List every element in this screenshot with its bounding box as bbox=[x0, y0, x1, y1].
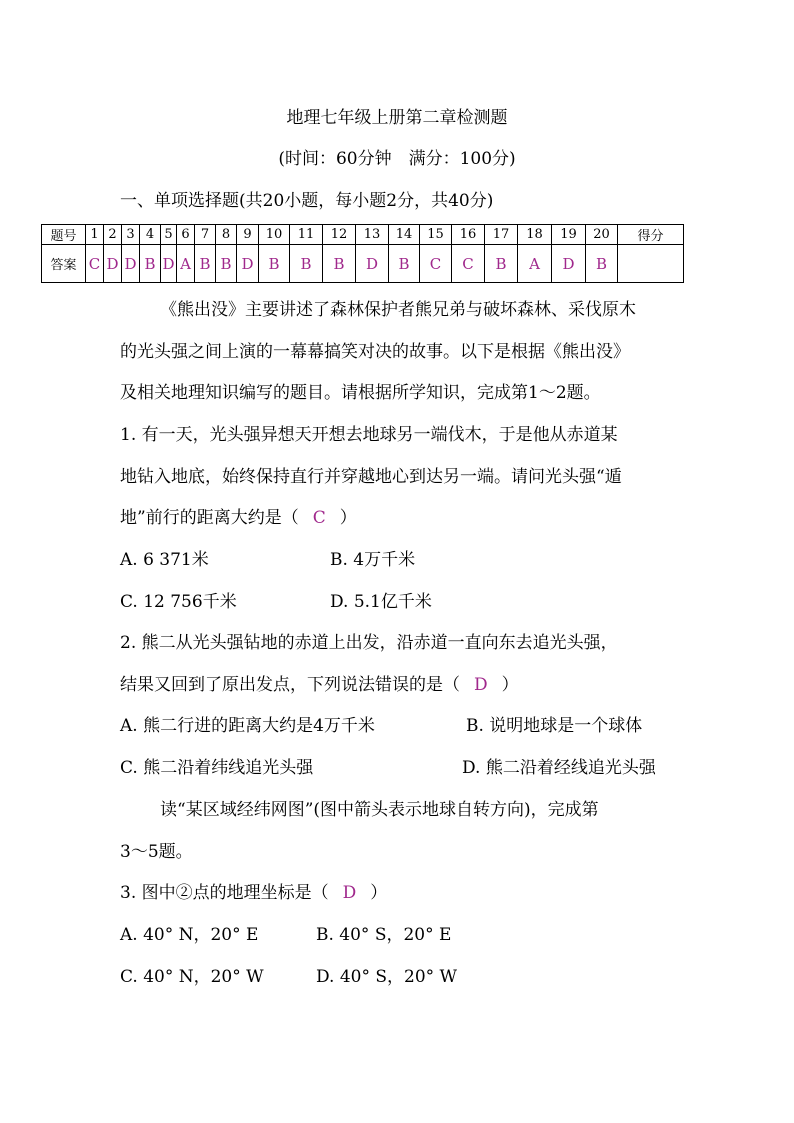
answer-cell: B bbox=[140, 245, 161, 283]
answer-table-header-row bbox=[42, 225, 684, 245]
answer-cell: C bbox=[86, 245, 104, 283]
q-number: 17 bbox=[485, 225, 518, 245]
q2-stem-suffix: ） bbox=[501, 675, 519, 695]
answer-cell: C bbox=[420, 245, 452, 283]
intro2-line-1: 读“某区域经纬网图”(图中箭头表示地球自转方向)，完成第 bbox=[160, 800, 599, 820]
intro-line-2: 的光头强之间上演的一幕幕搞笑对决的故事。以下是根据《熊出没》 bbox=[120, 342, 630, 362]
q2-option-d: D. 熊二沿着经线追光头强 bbox=[462, 758, 656, 778]
answer-cell: D bbox=[356, 245, 389, 283]
q-number: 14 bbox=[389, 225, 420, 245]
q-number: 13 bbox=[356, 225, 389, 245]
answer-cell: B bbox=[290, 245, 323, 283]
q3-stem-suffix: ） bbox=[370, 883, 388, 903]
score-cell[interactable] bbox=[618, 245, 684, 283]
answer-cell: D bbox=[237, 245, 259, 283]
q3-option-c: C. 40° N，20° W bbox=[120, 967, 264, 987]
answer-cell: D bbox=[122, 245, 140, 283]
answer-table bbox=[41, 224, 684, 283]
q-number: 15 bbox=[420, 225, 452, 245]
answer-cell: A bbox=[177, 245, 195, 283]
q1-stem-prefix: 地”前行的距离大约是（ bbox=[120, 508, 299, 528]
answer-cell: B bbox=[259, 245, 290, 283]
answer-cell: B bbox=[195, 245, 216, 283]
q-number: 18 bbox=[518, 225, 552, 245]
q1-line-2: 地钻入地底，始终保持直行并穿越地心到达另一端。请问光头强“遁 bbox=[120, 467, 622, 487]
q3-option-d: D. 40° S，20° W bbox=[316, 967, 458, 987]
q-number: 12 bbox=[323, 225, 356, 245]
q-number: 19 bbox=[552, 225, 586, 245]
q3-option-a: A. 40° N，20° E bbox=[120, 925, 259, 945]
answer-cell: B bbox=[323, 245, 356, 283]
q-number: 1 bbox=[86, 225, 104, 245]
q2-line-2 bbox=[120, 674, 519, 696]
q-number: 8 bbox=[216, 225, 237, 245]
q-number: 5 bbox=[161, 225, 177, 245]
q1-option-d: D. 5.1亿千米 bbox=[330, 592, 432, 612]
q-number: 11 bbox=[290, 225, 323, 245]
answer-cell: D bbox=[552, 245, 586, 283]
q3-stem-prefix: 3. 图中②点的地理坐标是（ bbox=[120, 883, 329, 903]
q2-option-b: B. 说明地球是一个球体 bbox=[466, 716, 643, 736]
q1-option-b: B. 4万千米 bbox=[330, 550, 416, 570]
q3-answer: D bbox=[342, 883, 357, 903]
answer-cell: D bbox=[161, 245, 177, 283]
intro2-line-2: 3～5题。 bbox=[120, 842, 193, 862]
header-label: 题号 bbox=[42, 225, 86, 245]
q-number: 7 bbox=[195, 225, 216, 245]
intro-line-3: 及相关地理知识编写的题目。请根据所学知识，完成第1～2题。 bbox=[120, 383, 601, 403]
row-label: 答案 bbox=[42, 245, 86, 283]
section-heading: 一、单项选择题(共20小题，每小题2分，共40分) bbox=[120, 191, 494, 211]
answer-cell: B bbox=[586, 245, 618, 283]
answer-cell: D bbox=[104, 245, 122, 283]
answer-cell: B bbox=[389, 245, 420, 283]
q1-line-1: 1. 有一天，光头强异想天开想去地球另一端伐木，于是他从赤道某 bbox=[120, 425, 618, 445]
q3-option-b: B. 40° S，20° E bbox=[316, 925, 452, 945]
q3-line-1 bbox=[120, 882, 387, 904]
q2-stem-prefix: 结果又回到了原出发点，下列说法错误的是（ bbox=[120, 675, 460, 695]
q2-option-c: C. 熊二沿着纬线追光头强 bbox=[120, 758, 314, 778]
answer-table-answer-row bbox=[42, 245, 684, 283]
q-number: 3 bbox=[122, 225, 140, 245]
q-number: 9 bbox=[237, 225, 259, 245]
q2-option-a: A. 熊二行进的距离大约是4万千米 bbox=[120, 716, 375, 736]
q1-option-a: A. 6 371米 bbox=[120, 550, 209, 570]
answer-cell: C bbox=[452, 245, 485, 283]
score-label: 得分 bbox=[618, 225, 684, 245]
q-number: 6 bbox=[177, 225, 195, 245]
q-number: 10 bbox=[259, 225, 290, 245]
intro-line-1: 《熊出没》主要讲述了森林保护者熊兄弟与破坏森林、采伐原木 bbox=[160, 300, 636, 320]
answer-cell: A bbox=[518, 245, 552, 283]
exam-title: 地理七年级上册第二章检测题 bbox=[286, 108, 508, 128]
q1-answer: C bbox=[312, 508, 326, 528]
q-number: 2 bbox=[104, 225, 122, 245]
q-number: 4 bbox=[140, 225, 161, 245]
q1-line-3 bbox=[120, 507, 357, 529]
q1-stem-suffix: ） bbox=[339, 508, 357, 528]
q2-line-1: 2. 熊二从光头强钻地的赤道上出发，沿赤道一直向东去追光头强， bbox=[120, 633, 618, 653]
q-number: 20 bbox=[586, 225, 618, 245]
q1-option-c: C. 12 756千米 bbox=[120, 592, 237, 612]
exam-subtitle: (时间：60分钟 满分：100分) bbox=[278, 149, 516, 169]
q2-answer: D bbox=[474, 675, 488, 695]
q-number: 16 bbox=[452, 225, 485, 245]
answer-cell: B bbox=[485, 245, 518, 283]
answer-cell: B bbox=[216, 245, 237, 283]
